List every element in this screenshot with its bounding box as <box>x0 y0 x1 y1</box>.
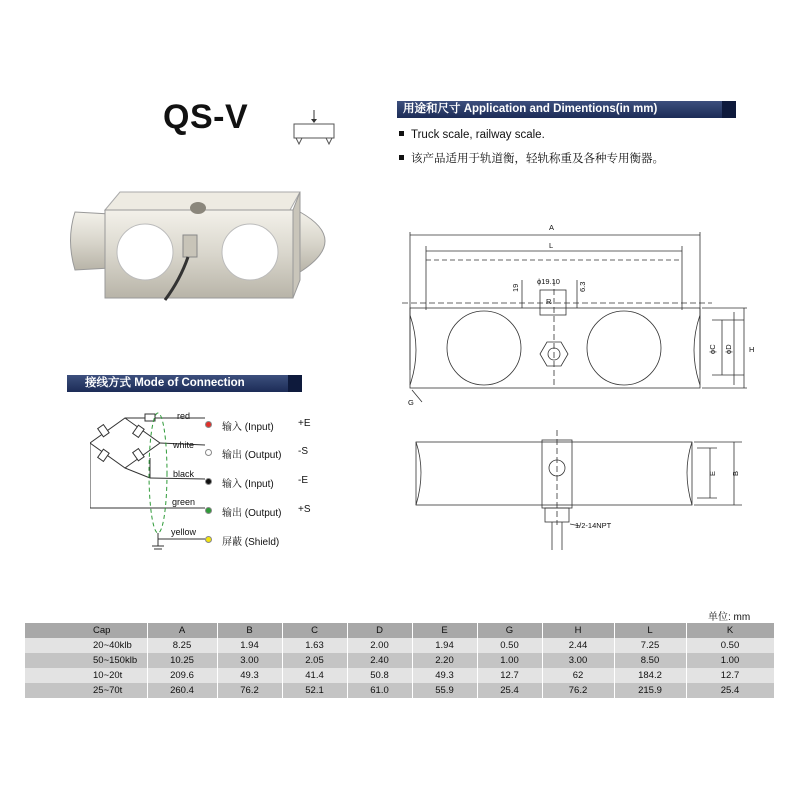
column-header: H <box>542 623 614 638</box>
unit-label: 单位: mm <box>708 612 751 623</box>
product-title: QS-V <box>163 98 249 136</box>
wire-led-icon <box>205 421 212 428</box>
table-cell: 0.50 <box>686 638 774 653</box>
column-header: K <box>686 623 774 638</box>
wire-led-icon <box>205 478 212 485</box>
wire-desc: 输入 (Input) <box>222 422 274 433</box>
wire-color-label: yellow <box>171 527 197 537</box>
table-cell: 55.9 <box>412 683 477 698</box>
table-cell: 7.25 <box>614 638 686 653</box>
dimension-drawing-top <box>402 220 760 415</box>
table-cell: 1.94 <box>217 638 282 653</box>
dim-phi-label: ϕ19.10 <box>537 277 560 286</box>
dim-h-label: H <box>749 345 755 354</box>
table-cell: 184.2 <box>614 668 686 683</box>
table-cell: 10.25 <box>147 653 217 668</box>
wire-led-icon <box>205 507 212 514</box>
table-cell: 12.7 <box>686 668 774 683</box>
table-cell: 20~40klb <box>25 638 147 653</box>
table-cell: 76.2 <box>542 683 614 698</box>
table-cell: 25.4 <box>477 683 542 698</box>
column-header: D <box>347 623 412 638</box>
table-cell: 12.7 <box>477 668 542 683</box>
column-header: B <box>217 623 282 638</box>
table-cell: 8.25 <box>147 638 217 653</box>
table-cell: 76.2 <box>217 683 282 698</box>
table-row <box>25 638 774 653</box>
connection-heading: 接线方式 Mode of Connection <box>67 375 302 392</box>
dim-a-label: A <box>549 223 555 232</box>
wire-color-label: red <box>177 411 191 421</box>
column-header: L <box>614 623 686 638</box>
column-header: Cap <box>25 623 147 638</box>
wire-color-label: black <box>173 469 195 479</box>
table-cell: 50~150klb <box>25 653 147 668</box>
wire-led-icon <box>205 536 212 543</box>
application-heading: 用途和尺寸 Application and Dimentions(in mm) <box>397 101 736 118</box>
table-cell: 1.94 <box>412 638 477 653</box>
dim-r-label: R <box>546 297 552 306</box>
load-symbol-icon <box>290 110 338 152</box>
table-cell: 50.8 <box>347 668 412 683</box>
table-cell: 25~70t <box>25 683 147 698</box>
wire-desc: 输出 (Output) <box>222 508 282 519</box>
table-cell: 52.1 <box>282 683 347 698</box>
thread-label: 1/2-14NPT <box>575 521 612 530</box>
column-header: A <box>147 623 217 638</box>
dim-e-label: E <box>708 470 717 476</box>
dim-d-label: ϕD <box>724 344 733 354</box>
dim-19-label: 19 <box>511 283 520 292</box>
dim-b-label: B <box>731 470 740 476</box>
table-cell: 1.00 <box>477 653 542 668</box>
dimensions-table <box>25 623 775 698</box>
column-header: C <box>282 623 347 638</box>
table-header-row <box>25 623 774 638</box>
table-cell: 2.40 <box>347 653 412 668</box>
table-cell: 41.4 <box>282 668 347 683</box>
table-cell: 215.9 <box>614 683 686 698</box>
table-row <box>25 653 774 668</box>
wire-led-icon <box>205 449 212 456</box>
table-cell: 49.3 <box>412 668 477 683</box>
table-cell: 8.50 <box>614 653 686 668</box>
table-cell: 25.4 <box>686 683 774 698</box>
wire-desc: 输出 (Output) <box>222 450 282 461</box>
table-cell: 2.44 <box>542 638 614 653</box>
table-cell: 61.0 <box>347 683 412 698</box>
table-cell: 260.4 <box>147 683 217 698</box>
product-photo <box>60 180 355 315</box>
table-cell: 49.3 <box>217 668 282 683</box>
table-row <box>25 683 774 698</box>
table-cell: 10~20t <box>25 668 147 683</box>
table-cell: 3.00 <box>542 653 614 668</box>
wire-signal: -E <box>298 475 308 486</box>
application-bullet: Truck scale, railway scale. <box>399 129 545 141</box>
table-cell: 2.00 <box>347 638 412 653</box>
table-row <box>25 668 774 683</box>
dim-l-label: L <box>549 241 554 250</box>
dim-g-label: G <box>408 398 414 407</box>
wire-signal: +S <box>298 504 311 515</box>
application-bullet: 该产品适用于轨道衡，轻轨称重及各种专用衡器。 <box>399 150 664 166</box>
table-cell: 1.63 <box>282 638 347 653</box>
wire-signal: +E <box>298 418 311 429</box>
table-cell: 0.50 <box>477 638 542 653</box>
wire-color-label: green <box>172 497 196 507</box>
table-cell: 1.00 <box>686 653 774 668</box>
table-cell: 3.00 <box>217 653 282 668</box>
table-cell: 2.20 <box>412 653 477 668</box>
dim-c-label: ϕC <box>708 344 717 354</box>
table-cell: 62 <box>542 668 614 683</box>
table-cell: 2.05 <box>282 653 347 668</box>
dim-63-label: 6.3 <box>578 281 587 292</box>
wire-color-label: white <box>173 440 195 450</box>
dimension-drawing-side <box>402 430 760 580</box>
wiring-diagram <box>90 408 220 558</box>
wire-desc: 输入 (Input) <box>222 479 274 490</box>
wire-desc: 屏蔽 (Shield) <box>222 537 280 548</box>
table-cell: 209.6 <box>147 668 217 683</box>
column-header: G <box>477 623 542 638</box>
column-header: E <box>412 623 477 638</box>
wire-signal: -S <box>298 446 308 457</box>
